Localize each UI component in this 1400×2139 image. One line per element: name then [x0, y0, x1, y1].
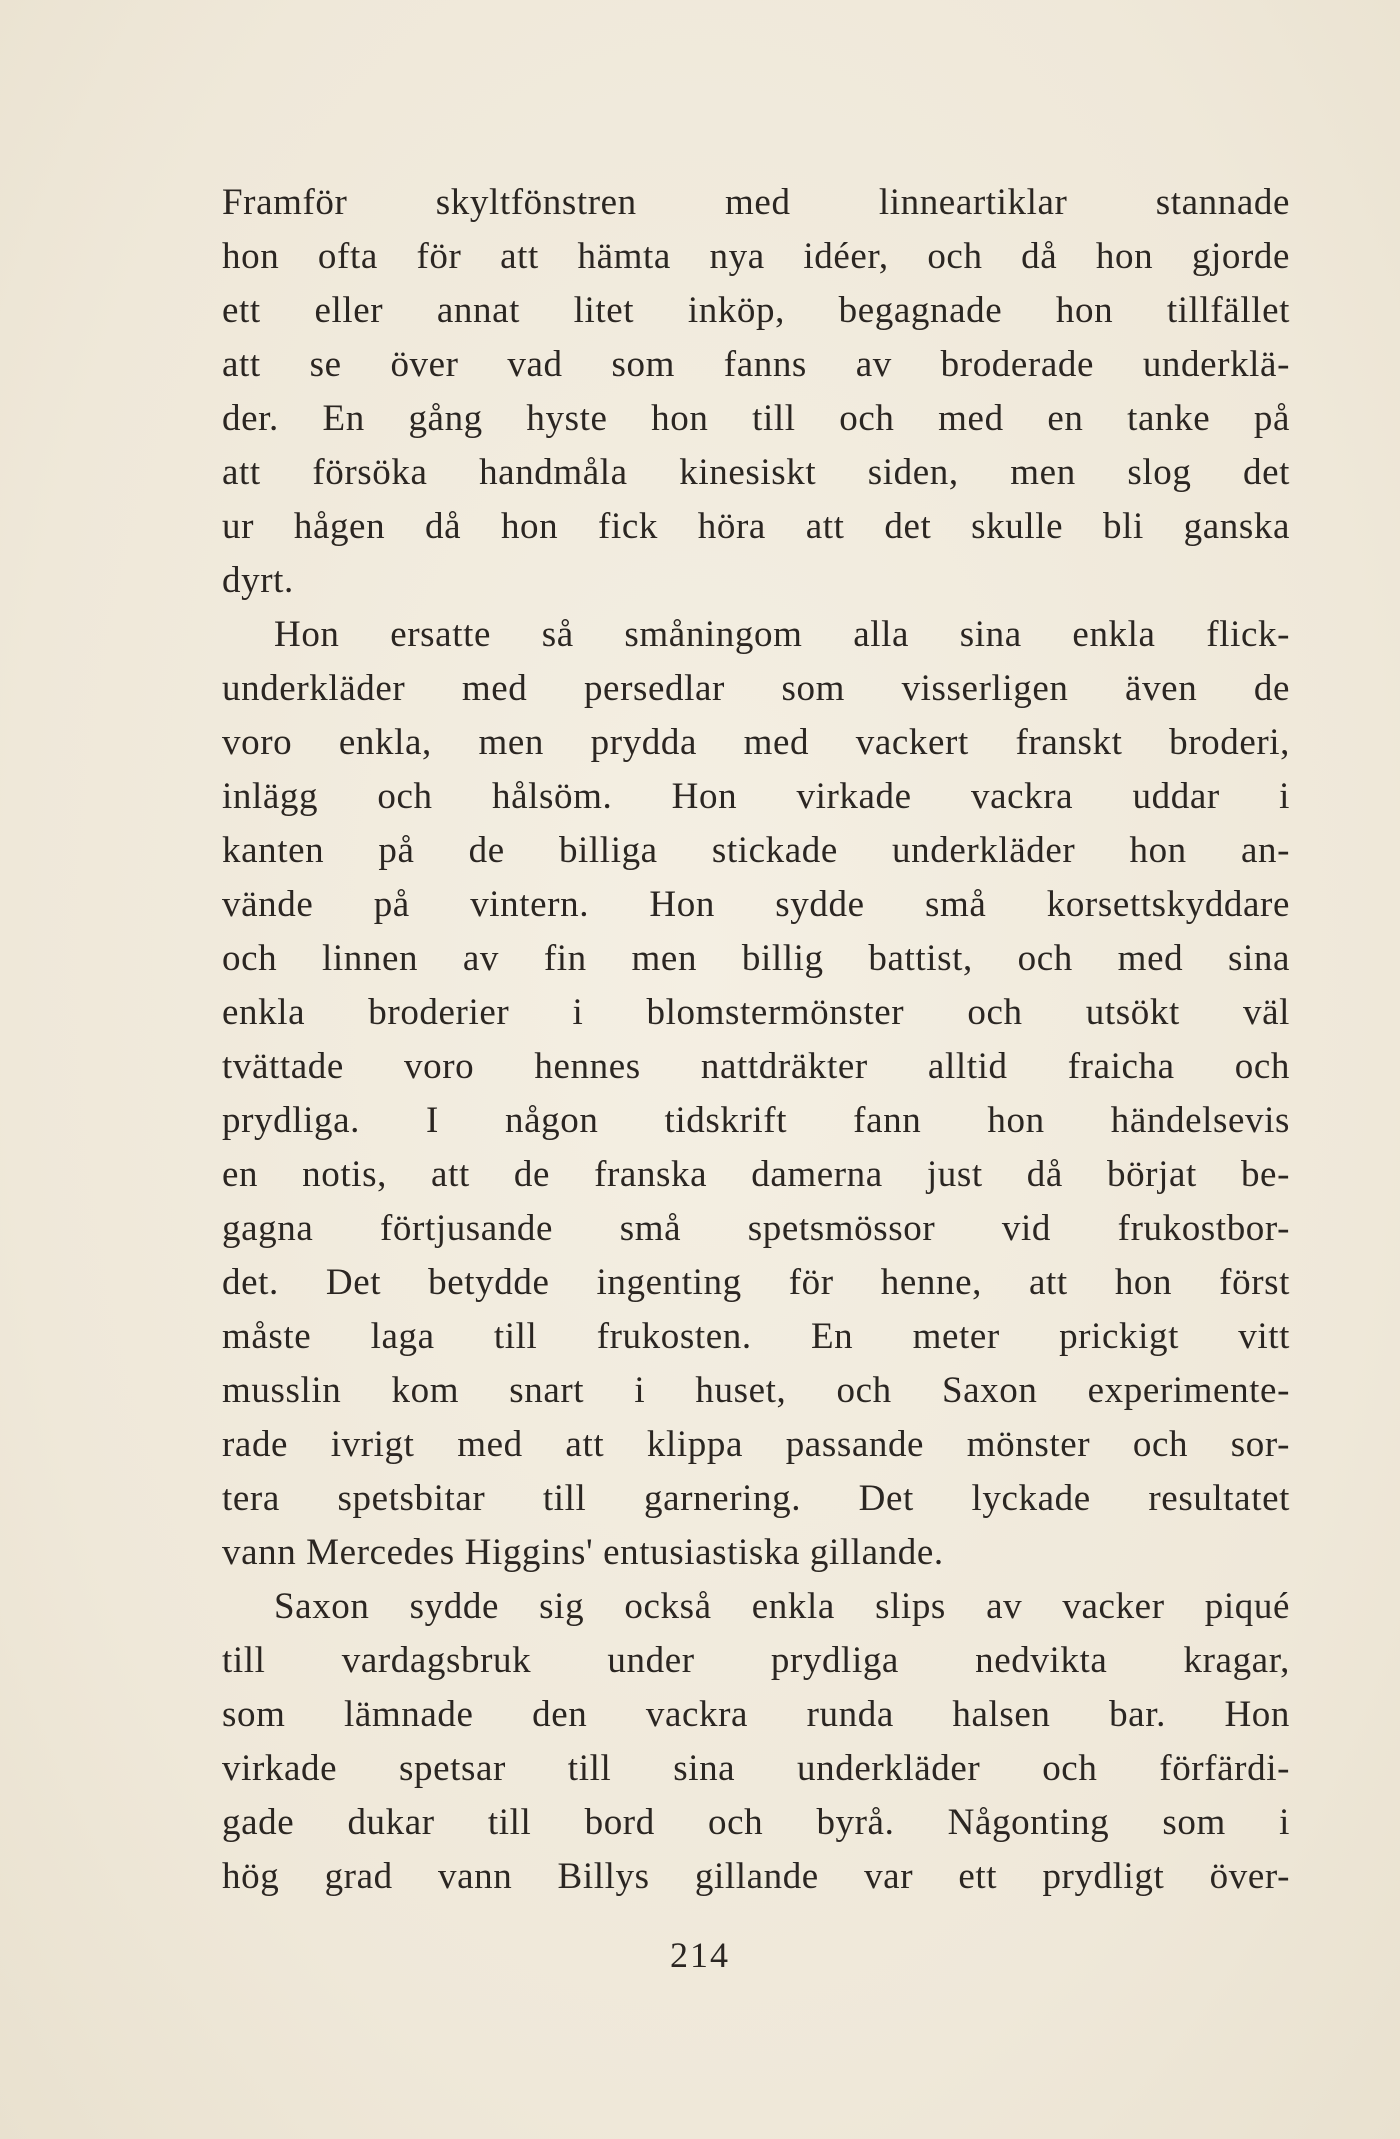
text-line: Saxon sydde sig också enkla slips av vacker piqué — [274, 1586, 1290, 1627]
text-line: inlägg och hålsöm. Hon virkade vackra uddar i — [222, 776, 1290, 817]
text-line: ett eller annat litet inköp, begagnade hon tillfället — [222, 290, 1290, 331]
text-line: att se över vad som fanns av broderade underklä- — [222, 344, 1290, 385]
text-line: kanten på de billiga stickade underkläder hon an- — [222, 830, 1290, 871]
text-line: tera spetsbitar till garnering. Det lyckade resultatet — [222, 1478, 1290, 1519]
text-line: och linnen av fin men billig battist, och med sina — [222, 938, 1290, 979]
text-line: ur hågen då hon fick höra att det skulle bli ganska — [222, 506, 1290, 547]
text-line: virkade spetsar till sina underkläder och förfärdi- — [222, 1748, 1290, 1789]
page-number: 214 — [670, 1935, 730, 1975]
text-line: prydliga. I någon tidskrift fann hon händelsevis — [222, 1100, 1290, 1141]
text-line: der. En gång hyste hon till och med en tanke på — [222, 398, 1290, 439]
text-line: rade ivrigt med att klippa passande mönster och sor- — [222, 1424, 1290, 1465]
text-line: hög grad vann Billys gillande var ett prydligt över- — [222, 1856, 1290, 1897]
text-line: musslin kom snart i huset, och Saxon experimente- — [222, 1370, 1290, 1411]
text-line: tvättade voro hennes nattdräkter alltid fraicha och — [222, 1046, 1290, 1087]
text-line: till vardagsbruk under prydliga nedvikta kragar, — [222, 1640, 1290, 1681]
text-line: det. Det betydde ingenting för henne, att hon först — [222, 1262, 1290, 1303]
text-line: hon ofta för att hämta nya idéer, och då hon gjorde — [222, 236, 1290, 277]
text-line: Framför skyltfönstren med linneartiklar stannade — [222, 182, 1290, 223]
text-line: en notis, att de franska damerna just då börjat be- — [222, 1154, 1290, 1195]
text-line: gagna förtjusande små spetsmössor vid frukostbor- — [222, 1208, 1290, 1249]
text-line: måste laga till frukosten. En meter prickigt vitt — [222, 1316, 1290, 1357]
text-line: dyrt. — [222, 560, 294, 601]
text-line: som lämnade den vackra runda halsen bar. Hon — [222, 1694, 1290, 1735]
text-line: vände på vintern. Hon sydde små korsettskyddare — [222, 884, 1290, 925]
text-line: underkläder med persedlar som visserligen även de — [222, 668, 1290, 709]
text-line: gade dukar till bord och byrå. Någonting som i — [222, 1802, 1290, 1843]
text-line: enkla broderier i blomstermönster och utsökt väl — [222, 992, 1290, 1033]
text-line: att försöka handmåla kinesiskt siden, men slog det — [222, 452, 1290, 493]
text-line: voro enkla, men prydda med vackert franskt broderi, — [222, 722, 1290, 763]
text-line: vann Mercedes Higgins' entusiastiska gillande. — [222, 1532, 944, 1573]
text-line: Hon ersatte så småningom alla sina enkla flick- — [274, 614, 1290, 655]
body-text — [222, 176, 1290, 1904]
